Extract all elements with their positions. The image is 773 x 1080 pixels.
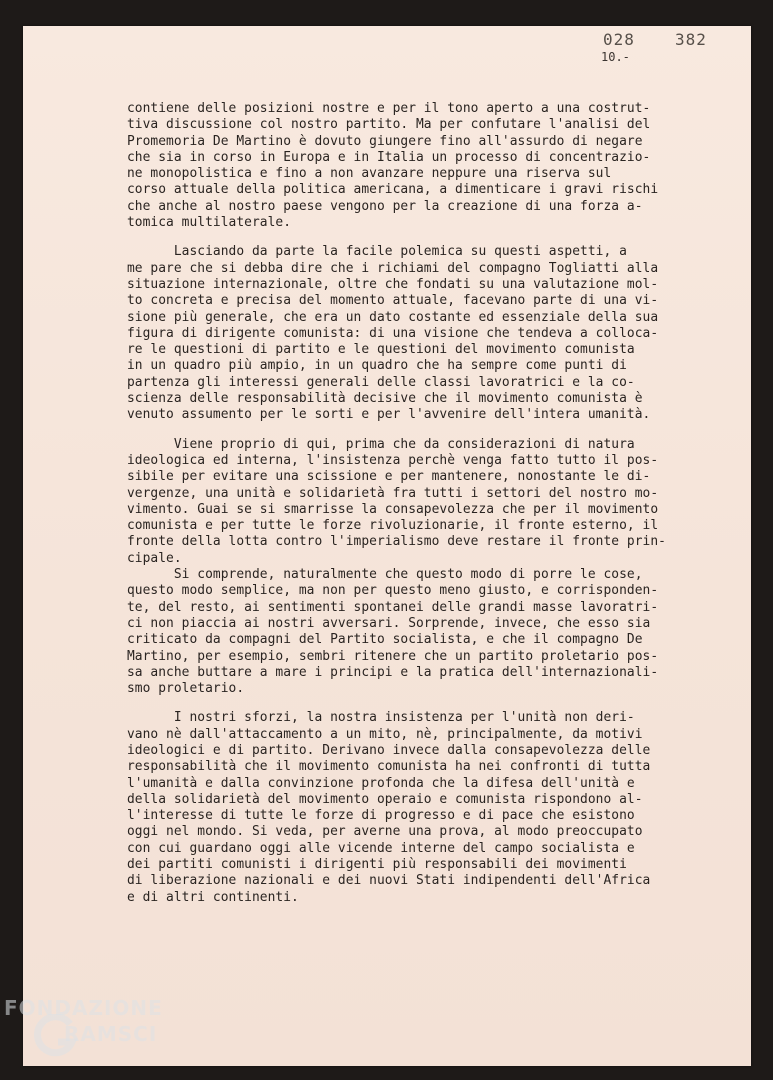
text-line: con cui guardano oggi alle vicende interne del campo socialista e bbox=[127, 840, 635, 856]
typewritten-body bbox=[127, 101, 747, 906]
paragraph-gap bbox=[127, 231, 747, 244]
text-line: ideologica ed interna, l'insistenza perchè venga fatto tutto il pos- bbox=[127, 452, 659, 468]
fondazione-gramsci-watermark bbox=[4, 996, 194, 1076]
text-line: in un quadro più ampio, in un quadro che ha sempre come punti di bbox=[127, 358, 627, 374]
archive-page-number: 382 bbox=[675, 30, 707, 49]
text-line: Si comprende, naturalmente che questo modo di porre le cose, bbox=[127, 567, 643, 583]
text-line: corso attuale della politica americana, a dimenticare i gravi rischi bbox=[127, 182, 659, 198]
watermark-line-1: FONDAZIONE bbox=[4, 996, 163, 1020]
text-line: che sia in corso in Europa e in Italia un processo di concentrazio- bbox=[127, 149, 651, 165]
text-line: l'umanità e dalla convinzione profonda che la difesa dell'unità e bbox=[127, 775, 635, 791]
text-line: Promemoria De Martino è dovuto giungere fino all'assurdo di negare bbox=[127, 133, 643, 149]
text-line: l'interesse di tutte le forze di progresso e di pace che esistono bbox=[127, 808, 635, 824]
text-line: questo modo semplice, ma non per questo meno giusto, e corrisponden- bbox=[127, 583, 659, 599]
text-line: dei partiti comunisti i dirigenti più responsabili dei movimenti bbox=[127, 857, 627, 873]
text-line: vergenze, una unità e solidarietà fra tutti i settori del nostro mo- bbox=[127, 485, 659, 501]
text-line: responsabilità che il movimento comunista ha nei confronti di tutta bbox=[127, 759, 651, 775]
text-line: ci non piaccia ai nostri avversari. Sorprende, invece, che esso sia bbox=[127, 615, 651, 631]
text-line: che anche al nostro paese vengono per la creazione di una forza a- bbox=[127, 198, 643, 214]
text-line: della solidarietà del movimento operaio e comunista rispondono al- bbox=[127, 791, 643, 807]
paragraph-gap bbox=[127, 424, 747, 437]
archive-stamp-number: 028 bbox=[603, 30, 635, 49]
text-line: scienza delle responsabilità decisive che il movimento comunista è bbox=[127, 391, 643, 407]
text-line: te, del resto, ai sentimenti spontanei delle grandi masse lavoratri- bbox=[127, 599, 659, 615]
text-line: smo proletario. bbox=[127, 681, 245, 697]
text-line: Viene proprio di qui, prima che da considerazioni di natura bbox=[127, 436, 635, 452]
text-line: me pare che si debba dire che i richiami del compagno Togliatti alla bbox=[127, 260, 659, 276]
text-line: cipale. bbox=[127, 550, 182, 566]
text-line: vimento. Guai se si smarrisse la consapevolezza che per il movimento bbox=[127, 501, 659, 517]
text-line: figura di dirigente comunista: di una visione che tendeva a colloca- bbox=[127, 325, 659, 341]
text-line: sibile per evitare una scissione e per mantenere, nonostante le di- bbox=[127, 469, 651, 485]
text-line: contiene delle posizioni nostre e per il tono aperto a una costrut- bbox=[127, 101, 651, 116]
text-line: tiva discussione col nostro partito. Ma per confutare l'analisi del bbox=[127, 117, 651, 133]
text-line: tomica multilaterale. bbox=[127, 215, 292, 231]
text-line: I nostri sforzi, la nostra insistenza per l'unità non deri- bbox=[127, 710, 635, 726]
text-line: sa anche buttare a mare i principi e la pratica dell'internazionali- bbox=[127, 664, 659, 680]
text-line: di liberazione nazionali e dei nuovi Stati indipendenti dell'Africa bbox=[127, 873, 651, 889]
text-line: re le questioni di partito e le questioni del movimento comunista bbox=[127, 342, 635, 358]
text-line: ne monopolistica e fino a non avanzare neppure una riserva sul bbox=[127, 166, 612, 182]
text-line: sione più generale, che era un dato costante ed essenziale della sua bbox=[127, 309, 659, 325]
document-page bbox=[23, 26, 751, 1066]
paragraph-gap bbox=[127, 697, 747, 710]
text-line: comunista e per tutte le forze rivoluzionarie, il fronte esterno, il bbox=[127, 518, 659, 534]
typed-page-number: 10.- bbox=[601, 50, 630, 64]
text-line: venuto assumento per le sorti e per l'avvenire dell'intera umanità. bbox=[127, 407, 651, 423]
watermark-line-2: RAMSCI bbox=[64, 1022, 158, 1046]
text-line: partenza gli interessi generali delle classi lavoratrici e la co- bbox=[127, 374, 635, 390]
text-line: situazione internazionale, oltre che fondati su una valutazione mol- bbox=[127, 276, 659, 292]
text-line: to concreta e precisa del momento attuale, facevano parte di una vi- bbox=[127, 293, 659, 309]
text-line: ideologici e di partito. Derivano invece dalla consapevolezza delle bbox=[127, 742, 651, 758]
text-line: oggi nel mondo. Si veda, per averne una prova, al modo preoccupato bbox=[127, 824, 643, 840]
text-line: fronte della lotta contro l'imperialismo deve restare il fronte prin- bbox=[127, 534, 666, 550]
text-line: criticato da compagni del Partito socialista, e che il compagno De bbox=[127, 632, 643, 648]
text-line: Martino, per esempio, sembri ritenere che un partito proletario pos- bbox=[127, 648, 659, 664]
text-line: vano nè dall'attaccamento a un mito, nè, principalmente, da motivi bbox=[127, 726, 643, 742]
text-line: Lasciando da parte la facile polemica su questi aspetti, a bbox=[127, 244, 627, 260]
text-line: e di altri continenti. bbox=[127, 889, 299, 905]
